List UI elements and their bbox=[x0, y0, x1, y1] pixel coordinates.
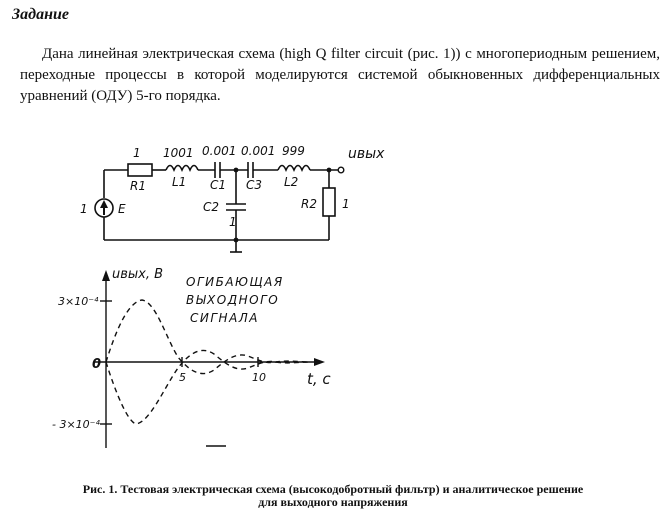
figure-caption bbox=[0, 483, 666, 509]
junction-ground bbox=[234, 238, 239, 243]
resistor-r1 bbox=[128, 164, 152, 176]
c3-label: C3 bbox=[246, 178, 263, 192]
c2-label: C2 bbox=[203, 200, 220, 214]
x-tick-label-5: 5 bbox=[179, 371, 186, 384]
inductor-l2 bbox=[278, 166, 310, 171]
y-axis-arrow-icon bbox=[102, 270, 110, 281]
annotation-line-1: ОГИБАЮЩАЯ bbox=[186, 275, 284, 289]
x-axis-label: t, с bbox=[307, 370, 331, 388]
y-tick-label-bottom: - 3×10⁻⁴ bbox=[52, 418, 100, 431]
l1-label: L1 bbox=[172, 175, 187, 189]
junction-c2 bbox=[234, 168, 239, 173]
l2-value: 999 bbox=[282, 144, 305, 158]
l2-label: L2 bbox=[284, 175, 299, 189]
inductor-l1 bbox=[166, 166, 198, 171]
caption-line-2: для выходного напряжения bbox=[258, 495, 408, 509]
source-arrow-icon bbox=[100, 200, 108, 208]
c2-value: 1 bbox=[229, 215, 237, 229]
r1-label: R1 bbox=[130, 179, 146, 193]
annotation-line-2: ВЫХОДНОГО bbox=[186, 293, 280, 307]
output-terminal bbox=[338, 167, 344, 173]
r1-value: 1 bbox=[133, 146, 141, 160]
c1-value: 0.001 bbox=[202, 144, 237, 158]
output-voltage-label: uвых bbox=[348, 146, 385, 162]
source-label: E bbox=[118, 202, 126, 216]
source-arrow-stem bbox=[103, 207, 105, 215]
l1-value: 1001 bbox=[163, 146, 194, 160]
x-axis-arrow-icon bbox=[314, 358, 325, 366]
x-tick-label-10: 10 bbox=[252, 371, 266, 384]
source-value: 1 bbox=[80, 202, 88, 216]
junction-r2 bbox=[327, 168, 332, 173]
annotation-line-3: СИГНАЛА bbox=[190, 311, 260, 325]
caption-line-1: Рис. 1. Тестовая электрическая схема (высокодобротный фильтр) и аналитическое решение bbox=[82, 482, 584, 496]
resistor-r2 bbox=[323, 188, 335, 216]
y-tick-label-top: 3×10⁻⁴ bbox=[58, 295, 99, 308]
r2-label: R2 bbox=[301, 197, 317, 211]
task-paragraph: Дана линейная электрическая схема (high Q filter circuit (рис. 1)) с многопериодным решением, переходные процессы в которой моделируются системой обыкновенных дифференциальных уравнений (ОДУ) 5-го порядка. bbox=[20, 46, 660, 104]
r2-value: 1 bbox=[342, 197, 350, 211]
c3-value: 0.001 bbox=[241, 144, 276, 158]
section-heading: Задание bbox=[12, 6, 69, 23]
y-tick-label-zero: 0 bbox=[92, 357, 102, 372]
c1-label: C1 bbox=[210, 178, 227, 192]
y-axis-label: uвых, В bbox=[112, 267, 164, 282]
